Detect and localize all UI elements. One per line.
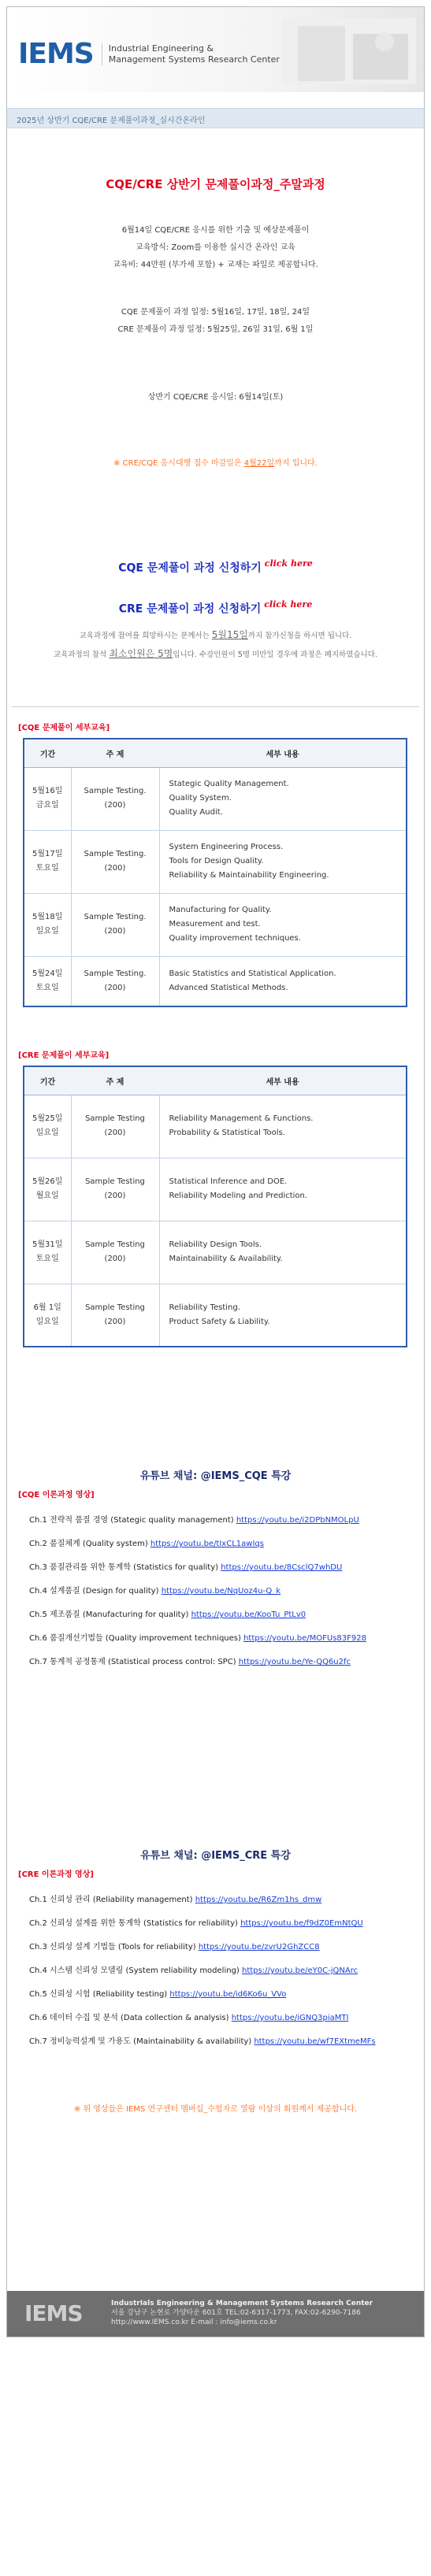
table-row: [24, 830, 407, 893]
video-link[interactable]: https://youtu.be/tIxCL1awIqs: [150, 1540, 264, 1548]
detail-item: Probability & Statistical Tools.: [169, 1129, 285, 1137]
cqe-apply-link[interactable]: [7, 558, 424, 575]
weekday-line: 금요일: [35, 801, 59, 810]
cre-schedule-table: [23, 1066, 407, 1347]
video-title: Ch.3 품질관리를 위한 통계학 (Statistics for quality): [29, 1563, 221, 1572]
row-date: [24, 893, 71, 956]
video-title: Ch.3 신뢰성 설계 기법들 (Tools for reliability): [29, 1943, 199, 1951]
date-line: 5월17일: [32, 850, 63, 858]
info-line-2: 교육방식: Zoom를 이용한 실시간 온라인 교육: [136, 243, 295, 252]
date-line: 5월31일: [32, 1240, 63, 1249]
page-frame: [6, 6, 425, 2337]
video-link[interactable]: https://youtu.be/zvrU2GhZCC8: [198, 1943, 320, 1951]
row-topic: [71, 893, 159, 956]
row-detail: [159, 1158, 407, 1221]
video-title: Ch.4 설계품질 (Design for quality): [29, 1587, 162, 1596]
row-detail: [159, 1221, 407, 1284]
row-topic: [71, 830, 159, 893]
cqe-schedule-table: [23, 738, 407, 1007]
video-link[interactable]: https://youtu.be/KooTu_PtLv0: [191, 1610, 307, 1619]
video-title: Ch.2 신뢰성 설계를 위한 통계학 (Statistics for reliability): [29, 1919, 241, 1928]
row-topic: [71, 1221, 159, 1284]
list-item: [29, 1987, 286, 1999]
detail-item: Manufacturing for Quality.: [169, 906, 272, 914]
cre-apply-link[interactable]: [7, 599, 424, 616]
footer-contact: [111, 2299, 373, 2327]
table-row: [24, 1095, 407, 1158]
weekday-line: 토요일: [35, 983, 59, 992]
header-detail: 세부 내용: [159, 1066, 407, 1095]
topic-line: Sample Testing: [85, 1240, 145, 1249]
page-title: CQE/CRE 상반기 문제풀이과정_주말과정: [106, 177, 325, 191]
table-row: [24, 956, 407, 1006]
video-title: Ch.5 신뢰성 시험 (Reliability testing): [29, 1990, 170, 1999]
note1-prefix: 교육과정에 참여를 희망하시는 분께서는: [79, 632, 212, 640]
video-link[interactable]: https://youtu.be/R6Zm1hs_dmw: [195, 1896, 322, 1904]
cre-schedule-line: CRE 문제풀이 과정 일정: 5월25일, 26일 31일, 6월 1일: [117, 325, 314, 334]
video-title: Ch.7 통계적 공정통제 (Statistical process control: SPC): [29, 1658, 239, 1666]
section-divider: [12, 706, 419, 707]
detail-item: Statistical Inference and DOE.: [169, 1177, 288, 1186]
note1-suffix: 까지 참가신청을 하시면 됩니다.: [247, 632, 352, 640]
topic-line: Sample Testing: [85, 1114, 145, 1123]
video-link[interactable]: https://youtu.be/MOFUs83F928: [243, 1634, 366, 1643]
footer-web[interactable]: http://www.IEMS.co.kr E-mail : info@iems.co.kr: [111, 2318, 277, 2326]
exam-date: 상반기 CQE/CRE 응시일: 6월14일(토): [147, 393, 284, 402]
detail-item: Maintainability & Availability.: [169, 1255, 283, 1263]
row-topic: [71, 1284, 159, 1347]
deadline-suffix: 까지 입니다.: [274, 459, 318, 468]
topic-count: (200): [104, 983, 126, 992]
org-line-2: Management Systems Research Center: [108, 54, 280, 65]
list-item: [29, 1892, 321, 1904]
detail-item: Reliability Management & Functions.: [169, 1114, 314, 1123]
list-item: [29, 1536, 264, 1548]
minimum-enrollment-note: [7, 647, 424, 660]
detail-item: Measurement and test.: [169, 920, 261, 928]
detail-item: Product Safety & Liability.: [169, 1317, 270, 1326]
date-line: 5월16일: [32, 787, 63, 795]
topic-count: (200): [104, 864, 126, 873]
detail-item: Reliability & Maintainability Engineering.: [169, 871, 329, 880]
row-topic: [71, 1158, 159, 1221]
note1-date: 5월15일: [211, 629, 248, 640]
date-line: 5월24일: [32, 969, 63, 978]
org-line-1: Industrial Engineering &: [108, 43, 214, 54]
row-date: [24, 830, 71, 893]
info-line-1: 6월14일 CQE/CRE 응시를 위한 기출 및 예상문제풀이: [121, 226, 310, 235]
table-header-row: [24, 739, 407, 767]
video-link[interactable]: https://youtu.be/Ye-QQ6u2fc: [238, 1658, 351, 1666]
table-row: [24, 1158, 407, 1221]
note2-min: 최소인원은 5명: [109, 648, 173, 659]
topic-count: (200): [104, 1255, 126, 1263]
header-decoration-image: [282, 18, 416, 84]
row-detail: [159, 893, 407, 956]
video-link[interactable]: https://youtu.be/eY0C-jQNArc: [242, 1966, 359, 1975]
list-item: [29, 1584, 281, 1596]
detail-item: Reliability Modeling and Prediction.: [169, 1192, 308, 1200]
deadline-prefix: ※ CRE/CQE 응시대행 접수 마감일은: [113, 459, 244, 468]
video-link[interactable]: https://youtu.be/wf7EXtmeMFs: [254, 2037, 376, 2046]
weekday-line: 일요일: [35, 1129, 59, 1137]
row-date: [24, 1158, 71, 1221]
subtitle-bar: [7, 108, 424, 128]
video-membership-note: ※ 위 영상들은 IEMS 연구센터 멤버십_수험자로 열람 이상의 회원께서 제공합니다.: [73, 2105, 358, 2114]
topic-line: Sample Testing.: [84, 850, 147, 858]
detail-item: Reliability Testing.: [169, 1303, 240, 1312]
row-topic: [71, 956, 159, 1006]
note2-suffix: 입니다. 수강인원이 5명 미만일 경우에 과정은 폐지하였습니다.: [173, 650, 377, 659]
detail-item: Basic Statistics and Statistical Application.: [169, 969, 336, 978]
topic-count: (200): [104, 1129, 126, 1137]
header-date: 기간: [24, 1066, 71, 1095]
header-topic: 주 제: [71, 739, 159, 767]
row-detail: [159, 830, 407, 893]
table-row: [24, 1221, 407, 1284]
logo-mark: IEMS: [18, 38, 94, 70]
cqe-apply-text[interactable]: CQE 문제풀이 과정 신청하기: [118, 562, 262, 575]
row-detail: [159, 956, 407, 1006]
header-date: 기간: [24, 739, 71, 767]
cqe-youtube-label: [CQE 이론과정 영상]: [18, 1491, 95, 1499]
cqe-table-label: [CQE 문제풀이 세부교육]: [18, 724, 110, 732]
topic-count: (200): [104, 1192, 126, 1200]
detail-item: Advanced Statistical Methods.: [169, 983, 288, 992]
row-date: [24, 767, 71, 830]
row-topic: [71, 767, 159, 830]
subtitle-text: 2025년 상반기 CQE/CRE 문제풀이과정_실시간온라인: [17, 117, 206, 125]
weekday-line: 토요일: [35, 1255, 59, 1263]
list-item: [29, 1631, 366, 1643]
detail-item: Quality improvement techniques.: [169, 934, 301, 943]
date-line: 6월 1일: [33, 1303, 61, 1312]
cre-click-here[interactable]: click here: [264, 599, 313, 610]
detail-item: Reliability Design Tools.: [169, 1240, 262, 1249]
row-date: [24, 1284, 71, 1347]
header-detail: 세부 내용: [159, 739, 407, 767]
weekday-line: 일요일: [35, 927, 59, 936]
header-topic: 주 제: [71, 1066, 159, 1095]
list-item: [29, 1916, 363, 1928]
cqe-schedule-line: CQE 문제풀이 과정 일정: 5월16일, 17일, 18일, 24일: [121, 308, 310, 317]
topic-count: (200): [104, 1317, 126, 1326]
table-row: [24, 767, 407, 830]
video-title: Ch.4 시스템 신뢰성 모델링 (System reliability modeling): [29, 1966, 242, 1975]
list-item: [29, 1513, 359, 1525]
video-title: Ch.6 품질개선기법들 (Quality improvement techniques): [29, 1634, 244, 1643]
weekday-line: 일요일: [35, 1317, 59, 1326]
topic-line: Sample Testing.: [84, 913, 147, 921]
row-date: [24, 956, 71, 1006]
logo-org-name: [102, 43, 280, 65]
table-row: [24, 1284, 407, 1347]
row-topic: [71, 1095, 159, 1158]
detail-item: Tools for Design Quality.: [169, 857, 264, 865]
footer-logo: IEMS: [24, 2300, 83, 2326]
cqe-youtube-title: 유튜브 채널: @IEMS_CQE 특강: [139, 1470, 292, 1482]
cre-table-label: [CRE 문제풀이 세부교육]: [18, 1051, 110, 1060]
video-title: Ch.5 제조품질 (Manufacturing for quality): [29, 1610, 191, 1619]
list-item: [29, 2034, 376, 2046]
date-line: 5월18일: [32, 913, 63, 921]
list-item: [29, 2011, 348, 2022]
date-line: 5월25일: [32, 1114, 63, 1123]
topic-line: Sample Testing: [85, 1303, 145, 1312]
iems-logo[interactable]: [18, 40, 280, 69]
video-link[interactable]: https://youtu.be/i2DPbNMOLpU: [236, 1516, 359, 1525]
video-link[interactable]: https://youtu.be/8CsclQ7whDU: [221, 1563, 343, 1572]
footer: [7, 2291, 424, 2337]
table-header-row: [24, 1066, 407, 1095]
topic-line: Sample Testing.: [84, 969, 147, 978]
header: [7, 7, 424, 92]
video-title: Ch.6 데이터 수집 및 분석 (Data collection & analysis): [29, 2014, 232, 2022]
video-link[interactable]: https://youtu.be/NqUoz4u-Q_k: [161, 1587, 281, 1596]
footer-org-name: IndustrIals Engineering & Management Systems Research Center: [111, 2300, 373, 2307]
topic-count: (200): [104, 927, 126, 936]
row-detail: [159, 1095, 407, 1158]
video-title: Ch.1 신뢰성 관리 (Reliability management): [29, 1896, 195, 1904]
weekday-line: 토요일: [35, 864, 59, 873]
video-title: Ch.7 정비능력설계 및 가용도 (Maintainability & availability): [29, 2037, 255, 2046]
row-detail: [159, 767, 407, 830]
video-title: Ch.2 품질체계 (Quality system): [29, 1540, 150, 1548]
deadline-note: [7, 456, 424, 468]
list-item: [29, 1940, 320, 1951]
row-date: [24, 1095, 71, 1158]
topic-line: Sample Testing.: [84, 787, 147, 795]
row-detail: [159, 1284, 407, 1347]
deadline-date: 4월22일: [243, 459, 275, 468]
topic-count: (200): [104, 801, 126, 810]
topic-line: Sample Testing: [85, 1177, 145, 1186]
list-item: [29, 1607, 306, 1619]
detail-item: Quality Audit.: [169, 808, 223, 817]
detail-item: System Engineering Process.: [169, 843, 284, 851]
footer-address: 서울 강남구 논현로 가양타운 601호 TEL:02-6317-1773, FAX:02-6290-7186: [111, 2309, 361, 2317]
cre-youtube-label: [CRE 이론과정 영상]: [18, 1870, 94, 1879]
date-line: 5월26일: [32, 1177, 63, 1186]
row-date: [24, 1221, 71, 1284]
info-line-3: 교육비: 44만원 (부가세 포함) + 교재는 파일로 제공합니다.: [113, 261, 318, 269]
list-item: [29, 1560, 342, 1572]
list-item: [29, 1655, 351, 1666]
video-link[interactable]: https://youtu.be/f9dZ0EmNtQU: [240, 1919, 363, 1928]
cre-youtube-title: 유튜브 채널: @IEMS_CRE 특강: [140, 1850, 291, 1862]
note2-prefix: 교육과정의 참석: [54, 650, 110, 659]
cre-apply-text[interactable]: CRE 문제풀이 과정 신청하기: [118, 602, 262, 616]
video-title: Ch.1 전략적 품질 경영 (Stategic quality management): [29, 1516, 236, 1525]
detail-item: Stategic Quality Management.: [169, 780, 289, 788]
list-item: [29, 1963, 358, 1975]
table-row: [24, 893, 407, 956]
video-link[interactable]: https://youtu.be/id6Ko6u_VVo: [169, 1990, 287, 1999]
detail-item: Quality System.: [169, 794, 232, 802]
video-link[interactable]: https://youtu.be/iGNQ3piaMTI: [231, 2014, 349, 2022]
cqe-click-here[interactable]: click here: [264, 558, 313, 569]
apply-deadline-note: [7, 628, 424, 641]
weekday-line: 월요일: [35, 1192, 59, 1200]
